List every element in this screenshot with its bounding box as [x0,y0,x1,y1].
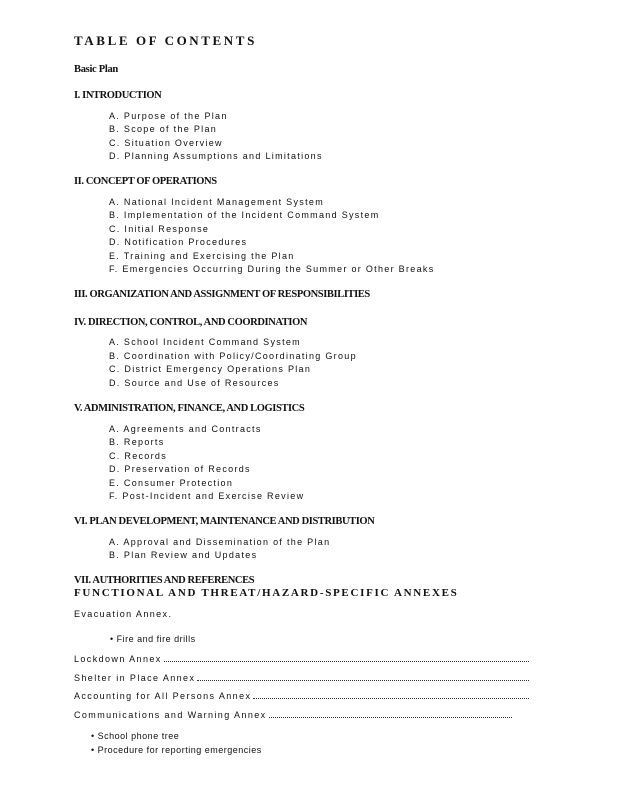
dot-leader [197,673,529,681]
section-heading-5: V. ADMINISTRATION, FINANCE, AND LOGISTICS [74,403,305,414]
section-heading-1: I. INTRODUCTION [74,90,162,101]
page-title: TABLE OF CONTENTS [74,33,257,48]
section-heading-7: VII. AUTHORITIES AND REFERENCES [74,575,255,586]
communications-bullet: • Procedure for reporting emergencies [91,745,262,755]
section-2-item: A. National Incident Management System [109,197,324,207]
evacuation-annex-label: Evacuation Annex. [74,609,173,619]
section-5-item: F. Post-Incident and Exercise Review [109,491,305,501]
section-heading-3: III. ORGANIZATION AND ASSIGNMENT OF RESPONSIBILITIES [74,289,370,300]
annex-line-shelter [74,673,529,683]
section-1-item: A. Purpose of the Plan [109,111,228,121]
section-6-item: A. Approval and Dissemination of the Plan [109,537,331,547]
annex-label: Accounting for All Persons Annex [74,691,252,701]
section-1-item: D. Planning Assumptions and Limitations [109,151,323,161]
section-heading-2: II. CONCEPT OF OPERATIONS [74,176,217,187]
section-4-item: B. Coordination with Policy/Coordinating Group [109,351,357,361]
dot-leader [269,710,512,718]
annex-label: Lockdown Annex [74,654,162,664]
communications-bullet: • School phone tree [91,731,180,741]
section-heading-4: IV. DIRECTION, CONTROL, AND COORDINATION [74,317,308,328]
section-2-item: F. Emergencies Occurring During the Summer or Other Breaks [109,264,435,274]
section-1-item: C. Situation Overview [109,138,223,148]
dot-leader [253,691,529,699]
annex-label: Communications and Warning Annex [74,710,267,720]
section-5-item: B. Reports [109,437,165,447]
evacuation-bullet: • Fire and fire drills [110,634,196,644]
section-2-item: D. Notification Procedures [109,237,248,247]
section-4-item: C. District Emergency Operations Plan [109,364,312,374]
section-5-item: C. Records [109,451,168,461]
annex-line-lockdown [74,654,529,664]
section-1-item: B. Scope of the Plan [109,124,218,134]
section-heading-6: VI. PLAN DEVELOPMENT, MAINTENANCE AND DISTRIBUTION [74,516,375,527]
annex-line-accounting [74,691,529,701]
annex-label: Shelter in Place Annex [74,673,196,683]
section-2-item: C. Initial Response [109,224,210,234]
section-5-item: A. Agreements and Contracts [109,424,262,434]
section-2-item: E. Training and Exercising the Plan [109,251,295,261]
dot-leader [164,654,529,662]
section-2-item: B. Implementation of the Incident Command System [109,210,380,220]
section-4-item: D. Source and Use of Resources [109,378,280,388]
section-6-item: B. Plan Review and Updates [109,550,258,560]
section-4-item: A. School Incident Command System [109,337,301,347]
subtitle: Basic Plan [74,64,118,75]
annexes-heading: FUNCTIONAL AND THREAT/HAZARD-SPECIFIC ANNEXES [74,587,459,599]
section-5-item: D. Preservation of Records [109,464,251,474]
section-5-item: E. Consumer Protection [109,478,234,488]
annex-line-communications [74,710,512,720]
